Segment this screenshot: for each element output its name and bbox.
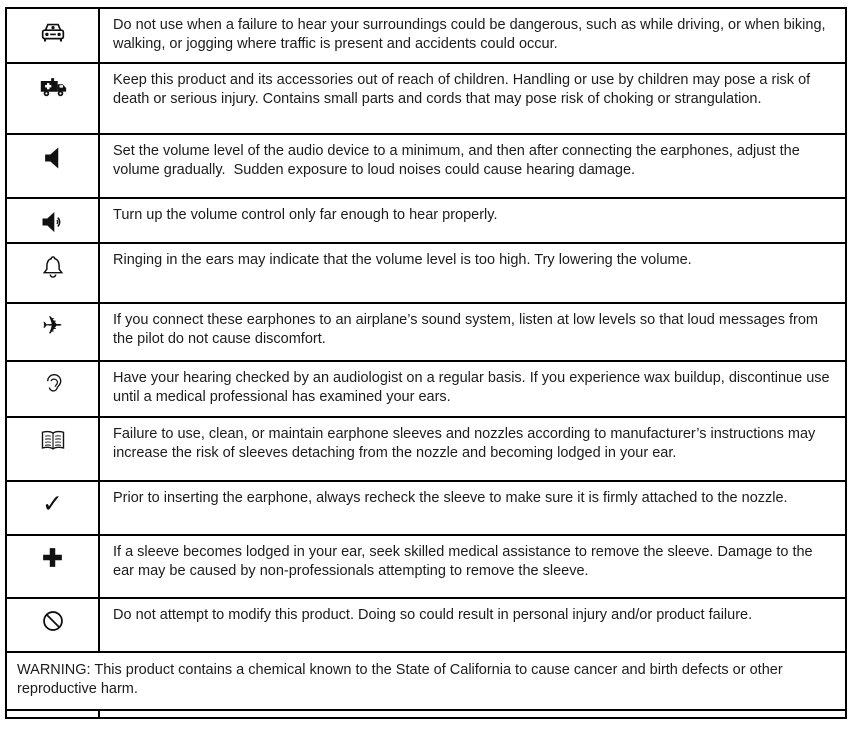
icon-cell xyxy=(7,482,100,534)
icon-cell xyxy=(7,135,100,197)
text-cell xyxy=(100,418,845,480)
california-warning-row xyxy=(7,653,845,711)
warning-text: Set the volume level of the audio device to a minimum, and then after connecting the earphones, adjust the volume gradually. Sudden exposure to loud noises could cause hearing damage. xyxy=(113,142,804,179)
text-cell xyxy=(100,482,845,534)
airplane-icon: ✈ xyxy=(42,310,63,340)
icon-cell xyxy=(7,536,100,597)
california-warning-text: WARNING: This product contains a chemical known to the State of California to cause cancer and birth defects or other reproductive harm. xyxy=(17,661,787,698)
warning-text: Do not use when a failure to hear your surroundings could be dangerous, such as while driving, or when biking, walking, or jogging where traffic is present and accidents could occur. xyxy=(113,17,830,53)
ear-icon xyxy=(40,371,66,397)
icon-cell xyxy=(7,362,100,416)
warning-text: Ringing in the ears may indicate that the volume level is too high. Try lowering the volume. xyxy=(113,251,692,268)
text-cell xyxy=(100,64,845,133)
car-driving-icon xyxy=(38,18,68,48)
speaker-icon xyxy=(39,144,67,172)
bell-icon xyxy=(39,253,67,281)
warning-text: Failure to use, clean, or maintain earphone sleeves and nozzles according to manufacturer’s instructions may increase the risk of sleeves detaching from the nozzle and becoming lodged in your ear. xyxy=(113,425,820,462)
warning-text: Turn up the volume control only far enough to hear properly. xyxy=(113,206,498,223)
icon-cell xyxy=(7,244,100,302)
icon-cell xyxy=(7,199,100,242)
icon-cell xyxy=(7,304,100,360)
text-cell xyxy=(100,362,845,416)
warning-text: Have your hearing checked by an audiologist on a regular basis. If you experience wax buildup, discontinue use until a medical professional has examined your ears. xyxy=(113,369,834,406)
warning-row xyxy=(7,64,845,135)
icon-cell xyxy=(7,599,100,651)
warning-row xyxy=(7,599,845,653)
medical-cross-icon xyxy=(40,545,65,570)
prohibition-icon xyxy=(40,608,66,634)
warning-row xyxy=(7,9,845,64)
text-cell xyxy=(100,304,845,360)
warning-text: Do not attempt to modify this product. Doing so could result in personal injury and/or product failure. xyxy=(113,606,753,623)
text-cell xyxy=(100,199,845,242)
warning-row xyxy=(7,304,845,362)
text-cell xyxy=(100,9,845,62)
ambulance-icon xyxy=(38,73,68,103)
warning-row xyxy=(7,482,845,536)
warning-row xyxy=(7,135,845,199)
text-cell xyxy=(100,599,845,651)
speaker-waves-icon xyxy=(39,208,67,236)
icon-cell xyxy=(7,418,100,480)
warning-text: Prior to inserting the earphone, always recheck the sleeve to make sure it is firmly attached to the nozzle. xyxy=(113,489,788,506)
warning-text: If you connect these earphones to an airplane’s sound system, listen at low levels so that loud messages from the pilot do not cause discomfort. xyxy=(113,311,823,348)
next-row-icon-cell xyxy=(7,711,100,717)
icon-cell xyxy=(7,9,100,62)
text-cell xyxy=(100,135,845,197)
text-cell xyxy=(100,244,845,302)
icon-cell xyxy=(7,64,100,133)
warning-row xyxy=(7,244,845,304)
warning-row xyxy=(7,199,845,244)
manual-book-icon xyxy=(38,427,68,455)
warning-text: If a sleeve becomes lodged in your ear, seek skilled medical assistance to remove the sleeve. Damage to the ear may be caused by non-professionals attempting to remove the sleeve. xyxy=(113,543,817,580)
warning-row xyxy=(7,536,845,599)
check-icon: ✓ xyxy=(42,488,63,518)
warning-row xyxy=(7,362,845,418)
warning-text: Keep this product and its accessories out of reach of children. Handling or use by children may pose a risk of death or serious injury. Contains small parts and cords that may pose risk of choking or strangulation. xyxy=(113,71,815,108)
text-cell xyxy=(100,536,845,597)
warning-table xyxy=(5,7,847,719)
next-row-cutoff xyxy=(7,711,845,717)
warning-row xyxy=(7,418,845,482)
